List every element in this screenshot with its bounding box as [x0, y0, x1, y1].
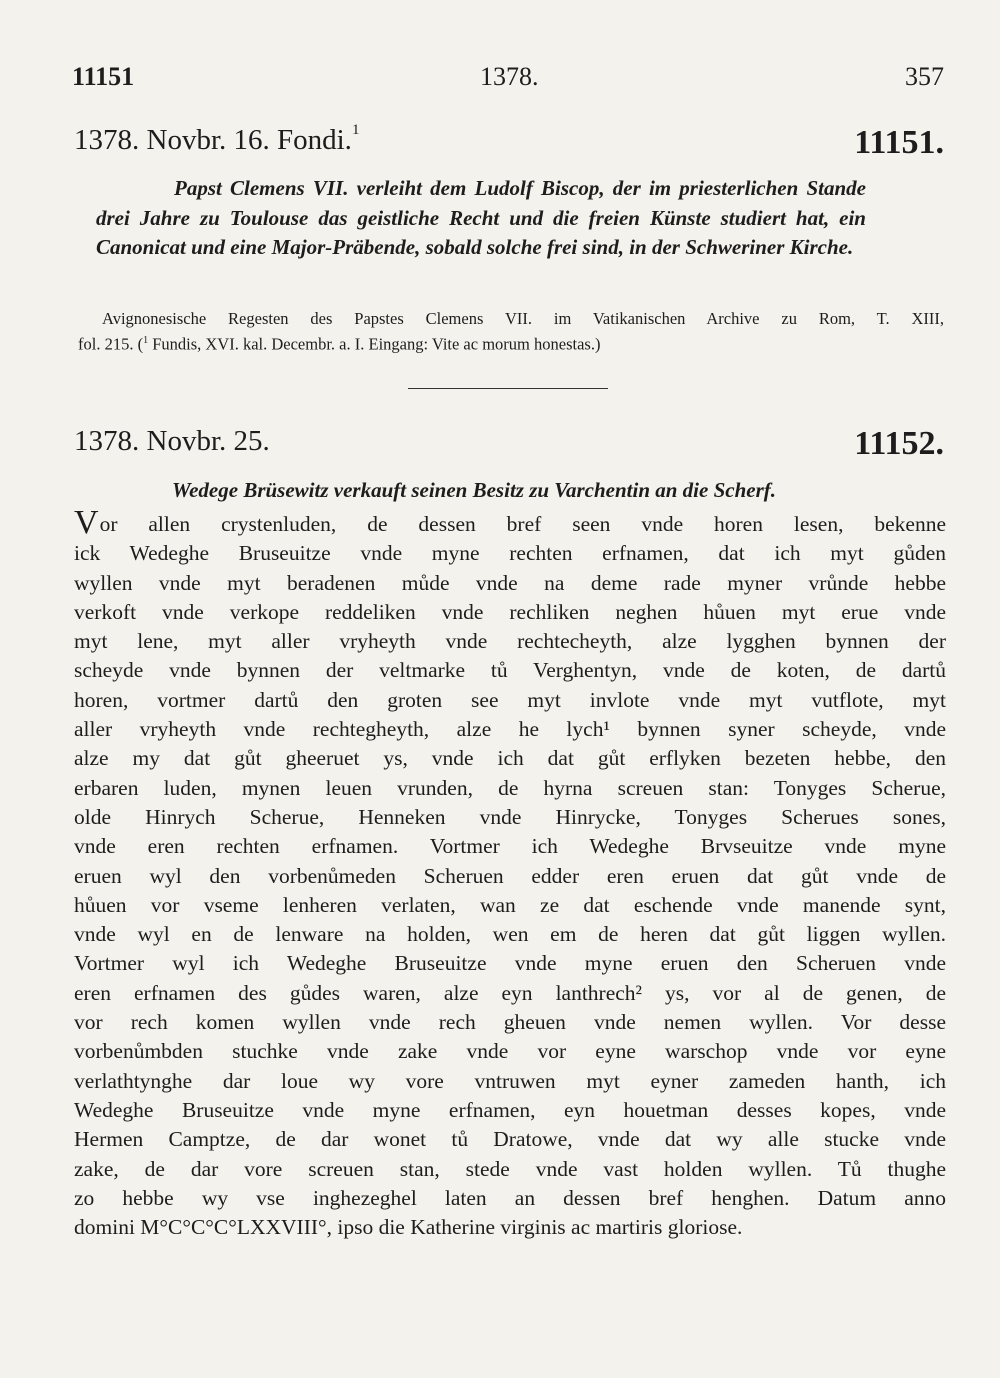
- charter-line-text: scheyde vnde bynnen der veltmarke tů Verghentyn, vnde de koten, de dartů: [74, 658, 946, 683]
- entry-11151-date-text: 1378. Novbr. 16. Fondi.: [74, 124, 352, 156]
- charter-line: [74, 1184, 946, 1213]
- running-header-year: 1378.: [480, 62, 539, 91]
- page-number: 357: [905, 62, 944, 91]
- running-header: [72, 62, 944, 102]
- charter-line: [74, 920, 946, 949]
- charter-line-text: olde Hinrych Scherue, Henneken vnde Hinrycke, Tonyges Scherues sones,: [74, 804, 946, 829]
- charter-line: [74, 1067, 946, 1096]
- charter-line-text: zo hebbe wy vse inghezeghel laten an dessen bref henghen. Datum anno: [74, 1185, 946, 1210]
- entry-11151-heading: [74, 124, 944, 174]
- charter-line: [74, 627, 946, 656]
- charter-line: [74, 656, 946, 685]
- source-note-line-2-start: fol. 215. (: [78, 334, 144, 354]
- charter-line: [74, 1037, 946, 1066]
- entry-11152-summary: Wedege Brüsewitz verkauft seinen Besitz zu Varchentin an die Scherf.: [172, 478, 776, 502]
- charter-line-text: eren erfnamen des gůdes waren, alze eyn lanthrech² ys, vor al de genen, de: [74, 980, 946, 1005]
- source-note-line-1: Avignonesische Regesten des Papstes Clemens VII. im Vatikanischen Archive zu Rom, T. XIII,: [102, 309, 944, 328]
- entry-11151-summary: Papst Clemens VII. verleiht dem Ludolf Biscop, der im priesterlichen Stande drei Jahre zu Toulouse das geistliche Recht und die freien Künste studiert hat, ein Canonicat und eine Major-Präbende, sobald solche frei sind, in der Schweriner Kirche.: [96, 176, 866, 259]
- charter-line: [74, 862, 946, 891]
- charter-line: [74, 539, 946, 568]
- entry-11152-heading: [74, 425, 944, 475]
- charter-line: [74, 774, 946, 803]
- charter-line-text: vnde eren rechten erfnamen. Vortmer ich Wedeghe Brvseuitze vnde myne: [74, 834, 946, 859]
- charter-line-text: hůuen vor vseme lenheren verlaten, wan ze dat eschende vnde manende synt,: [74, 892, 946, 917]
- charter-line: [74, 979, 946, 1008]
- charter-line: [74, 715, 946, 744]
- charter-line: [74, 1096, 946, 1125]
- charter-line: [74, 744, 946, 773]
- charter-line-text: Wedeghe Bruseuitze vnde myne erfnamen, eyn houetman desses kopes, vnde: [74, 1097, 946, 1122]
- source-footnote-mark: 1: [143, 335, 149, 346]
- running-header-entry-number: 11151: [72, 62, 135, 91]
- charter-line-text: eruen wyl den vorbenůmeden Scheruen edder eren eruen dat gůt vnde de: [74, 863, 946, 888]
- charter-line: [74, 1213, 946, 1242]
- section-divider: [408, 388, 608, 389]
- entry-11152-charter-text: [74, 504, 946, 1242]
- source-note-line-2: [78, 330, 944, 356]
- entry-11151-source-note: [78, 308, 944, 356]
- charter-line-text: ick Wedeghe Bruseuitze vnde myne rechten erfnamen, dat ich myt gůden: [74, 541, 946, 566]
- charter-line-text: verlathtynghe dar loue wy vore vntruwen myt eyner zameden hanth, ich: [74, 1068, 946, 1093]
- charter-line: [74, 686, 946, 715]
- charter-line-text: alze my dat gůt gheeruet ys, vnde ich dat gůt erflyken bezeten hebbe, den: [74, 746, 946, 771]
- charter-line-text: domini M°C°C°C°LXXVIII°, ipso die Katherine virginis ac martiris gloriose.: [74, 1215, 743, 1240]
- charter-line: [74, 1008, 946, 1037]
- charter-line: [74, 1125, 946, 1154]
- charter-line: [74, 949, 946, 978]
- charter-line-text: Hermen Camptze, de dar wonet tů Dratowe, vnde dat wy alle stucke vnde: [74, 1127, 946, 1152]
- source-note-line-2-end: Fundis, XVI. kal. Decembr. a. I. Eingang: Vite ac morum honestas.): [152, 334, 601, 354]
- charter-line-text: vnde wyl en de lenware na holden, wen em de heren dat gůt liggen wyllen.: [74, 922, 946, 947]
- charter-line: [74, 1155, 946, 1184]
- entry-11151-number: 11151.: [854, 124, 944, 161]
- charter-line-text: verkoft vnde verkope reddeliken vnde rechliken neghen hůuen myt erue vnde: [74, 599, 946, 624]
- charter-line-text: vorbenůmbden stuchke vnde zake vnde vor eyne warschop vnde vor eyne: [74, 1039, 946, 1064]
- charter-line-text: or allen crystenluden, de dessen bref seen vnde horen lesen, bekenne: [99, 512, 946, 536]
- charter-line-text: horen, vortmer dartů den groten see myt invlote vnde myt vutflote, myt: [74, 687, 946, 712]
- charter-line-text: aller vryheyth vnde rechtegheyth, alze he lych¹ bynnen syner scheyde, vnde: [74, 717, 946, 742]
- charter-line: [74, 569, 946, 598]
- charter-line: [74, 803, 946, 832]
- entry-11152-number: 11152.: [854, 425, 944, 462]
- charter-line-text: vor rech komen wyllen vnde rech gheuen vnde nemen wyllen. Vor desse: [74, 1010, 946, 1035]
- charter-line-text: Vortmer wyl ich Wedeghe Bruseuitze vnde myne eruen den Scheruen vnde: [74, 951, 946, 976]
- charter-line-text: myt lene, myt aller vryheyth vnde rechtecheyth, alze lygghen bynnen der: [74, 629, 946, 654]
- charter-line-text: wyllen vnde myt beradenen můde vnde na deme rade myner vrůnde hebbe: [74, 570, 946, 595]
- charter-line: [74, 891, 946, 920]
- charter-line: [74, 504, 946, 541]
- charter-line-text: erbaren luden, mynen leuen vrunden, de hyrna screuen stan: Tonyges Scherue,: [74, 775, 946, 800]
- entry-11151-date: [74, 124, 359, 157]
- entry-11152-date: 1378. Novbr. 25.: [74, 425, 270, 457]
- charter-line: [74, 832, 946, 861]
- drop-cap: V: [74, 504, 99, 541]
- charter-line: [74, 598, 946, 627]
- charter-line-text: zake, de dar vore screuen stan, stede vnde vast holden wyllen. Tů thughe: [74, 1156, 946, 1181]
- footnote-mark: 1: [351, 122, 360, 138]
